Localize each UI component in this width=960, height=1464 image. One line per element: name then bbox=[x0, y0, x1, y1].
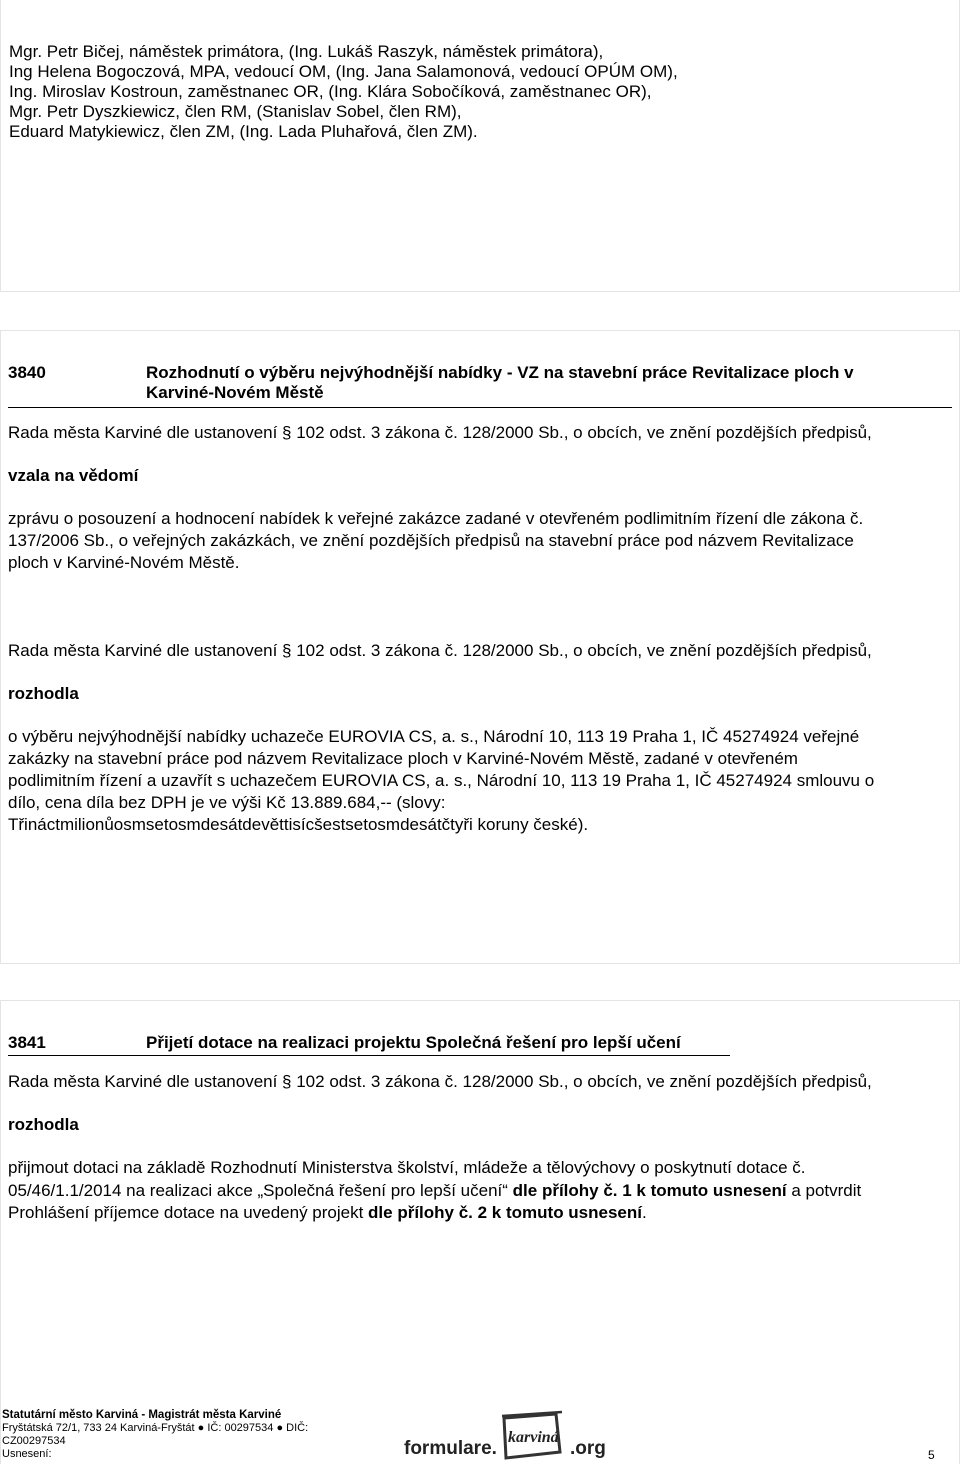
footer-resolution-label: Usnesení: bbox=[2, 1448, 52, 1460]
legal-basis: Rada města Karviné dle ustanovení § 102 odst. 3 zákona č. 128/2000 Sb., o obcích, ve znění pozdějších předpisů, bbox=[8, 1072, 872, 1091]
page-footer bbox=[0, 1404, 960, 1464]
resolution-3840 bbox=[0, 330, 960, 964]
decision-body-line: Třináctmilionůosmsetosmdesátdevěttisícšestsetosmdesátčtyři koruny české). bbox=[8, 815, 589, 834]
resolution-title-line: Rozhodnutí o výběru nejvýhodnější nabídky - VZ na stavební práce Revitalizace ploch v bbox=[146, 363, 854, 382]
text-run: Prohlášení příjemce dotace na uvedený projekt bbox=[8, 1203, 369, 1222]
title-rule bbox=[8, 1055, 730, 1056]
decision-verb: vzala na vědomí bbox=[8, 466, 139, 485]
svg-text:.org: .org bbox=[570, 1438, 606, 1459]
text-run: . bbox=[642, 1203, 647, 1222]
attendance-line: Mgr. Petr Bičej, náměstek primátora, (Ing. Lukáš Raszyk, náměstek primátora), bbox=[9, 42, 604, 61]
attachment-reference: dle přílohy č. 2 k tomuto usnesení bbox=[368, 1203, 642, 1222]
attendance-section bbox=[0, 0, 960, 292]
decision-body-line: přijmout dotaci na základě Rozhodnutí Ministerstva školství, mládeže a tělovýchovy o poskytnutí dotace č. bbox=[8, 1158, 806, 1177]
text-run: 05/46/1.1/2014 na realizaci akce „Společná řešení pro lepší učení“ bbox=[8, 1181, 513, 1200]
legal-basis: Rada města Karviné dle ustanovení § 102 odst. 3 zákona č. 128/2000 Sb., o obcích, ve znění pozdějších předpisů, bbox=[8, 641, 872, 660]
decision-verb: rozhodla bbox=[8, 1115, 79, 1134]
legal-basis: Rada města Karviné dle ustanovení § 102 odst. 3 zákona č. 128/2000 Sb., o obcích, ve znění pozdějších předpisů, bbox=[8, 423, 872, 442]
decision-verb: rozhodla bbox=[8, 684, 79, 703]
decision-body-line: ploch v Karviné-Novém Městě. bbox=[8, 553, 240, 572]
attendance-line: Eduard Matykiewicz, člen ZM, (Ing. Lada Pluhařová, člen ZM). bbox=[9, 122, 478, 141]
page-number: 5 bbox=[928, 1448, 935, 1462]
svg-text:formulare.: formulare. bbox=[404, 1438, 497, 1459]
attendance-line: Mgr. Petr Dyszkiewicz, člen RM, (Stanislav Sobel, člen RM), bbox=[9, 102, 462, 121]
footer-tax-id: CZ00297534 bbox=[2, 1435, 66, 1447]
footer-address: Fryštátská 72/1, 733 24 Karviná-Fryštát ● IČ: 00297534 ● DIČ: bbox=[2, 1422, 309, 1434]
attendance-line: Ing Helena Bogoczová, MPA, vedoucí OM, (Ing. Jana Salamonová, vedoucí OPÚM OM), bbox=[9, 62, 678, 81]
svg-text:karviná: karviná bbox=[508, 1429, 559, 1446]
resolution-number: 3841 bbox=[8, 1033, 46, 1052]
decision-body-line: zakázky na stavební práce pod názvem Revitalizace ploch v Karviné-Novém Městě, zadané v otevřeném bbox=[8, 749, 798, 768]
resolution-title-line: Karviné-Novém Městě bbox=[146, 383, 324, 402]
decision-body-line bbox=[8, 1201, 939, 1224]
attendance-list bbox=[9, 42, 678, 142]
resolution-3841 bbox=[0, 1000, 960, 1464]
decision-body-line: 137/2006 Sb., o veřejných zakázkách, ve znění pozdějších předpisů na stavební práce pod názvem Revitalizace bbox=[8, 531, 854, 550]
formulare-karvina-logo bbox=[402, 1406, 614, 1462]
resolution-title bbox=[146, 363, 854, 403]
decision-body-line: o výběru nejvýhodnější nabídky uchazeče EUROVIA CS, a. s., Národní 10, 113 19 Praha 1, IČ 45274924 veřejné bbox=[8, 727, 860, 746]
resolution-title: Přijetí dotace na realizaci projektu Společná řešení pro lepší učení bbox=[146, 1033, 681, 1052]
decision-body-line bbox=[8, 1179, 939, 1202]
text-run: a potvrdit bbox=[786, 1181, 862, 1200]
decision-body-line: zprávu o posouzení a hodnocení nabídek k veřejné zakázce zadané v otevřeném podlimitním řízení dle zákona č. bbox=[8, 509, 864, 528]
footer-organization: Statutární město Karviná - Magistrát města Karviné bbox=[2, 1409, 282, 1421]
title-rule bbox=[8, 407, 952, 408]
attendance-line: Ing. Miroslav Kostroun, zaměstnanec OR, (Ing. Klára Sobočíková, zaměstnanec OR), bbox=[9, 82, 652, 101]
decision-body-line: dílo, cena díla bez DPH je ve výši Kč 13.889.684,-- (slovy: bbox=[8, 793, 446, 812]
resolution-number: 3840 bbox=[8, 363, 46, 382]
attachment-reference: dle přílohy č. 1 k tomuto usnesení bbox=[512, 1181, 787, 1200]
decision-body-line: podlimitním řízení a uzavřít s uchazečem EUROVIA CS, a. s., Národní 10, 113 19 Praha 1, IČ 45274924 smlouvu o bbox=[8, 771, 875, 790]
